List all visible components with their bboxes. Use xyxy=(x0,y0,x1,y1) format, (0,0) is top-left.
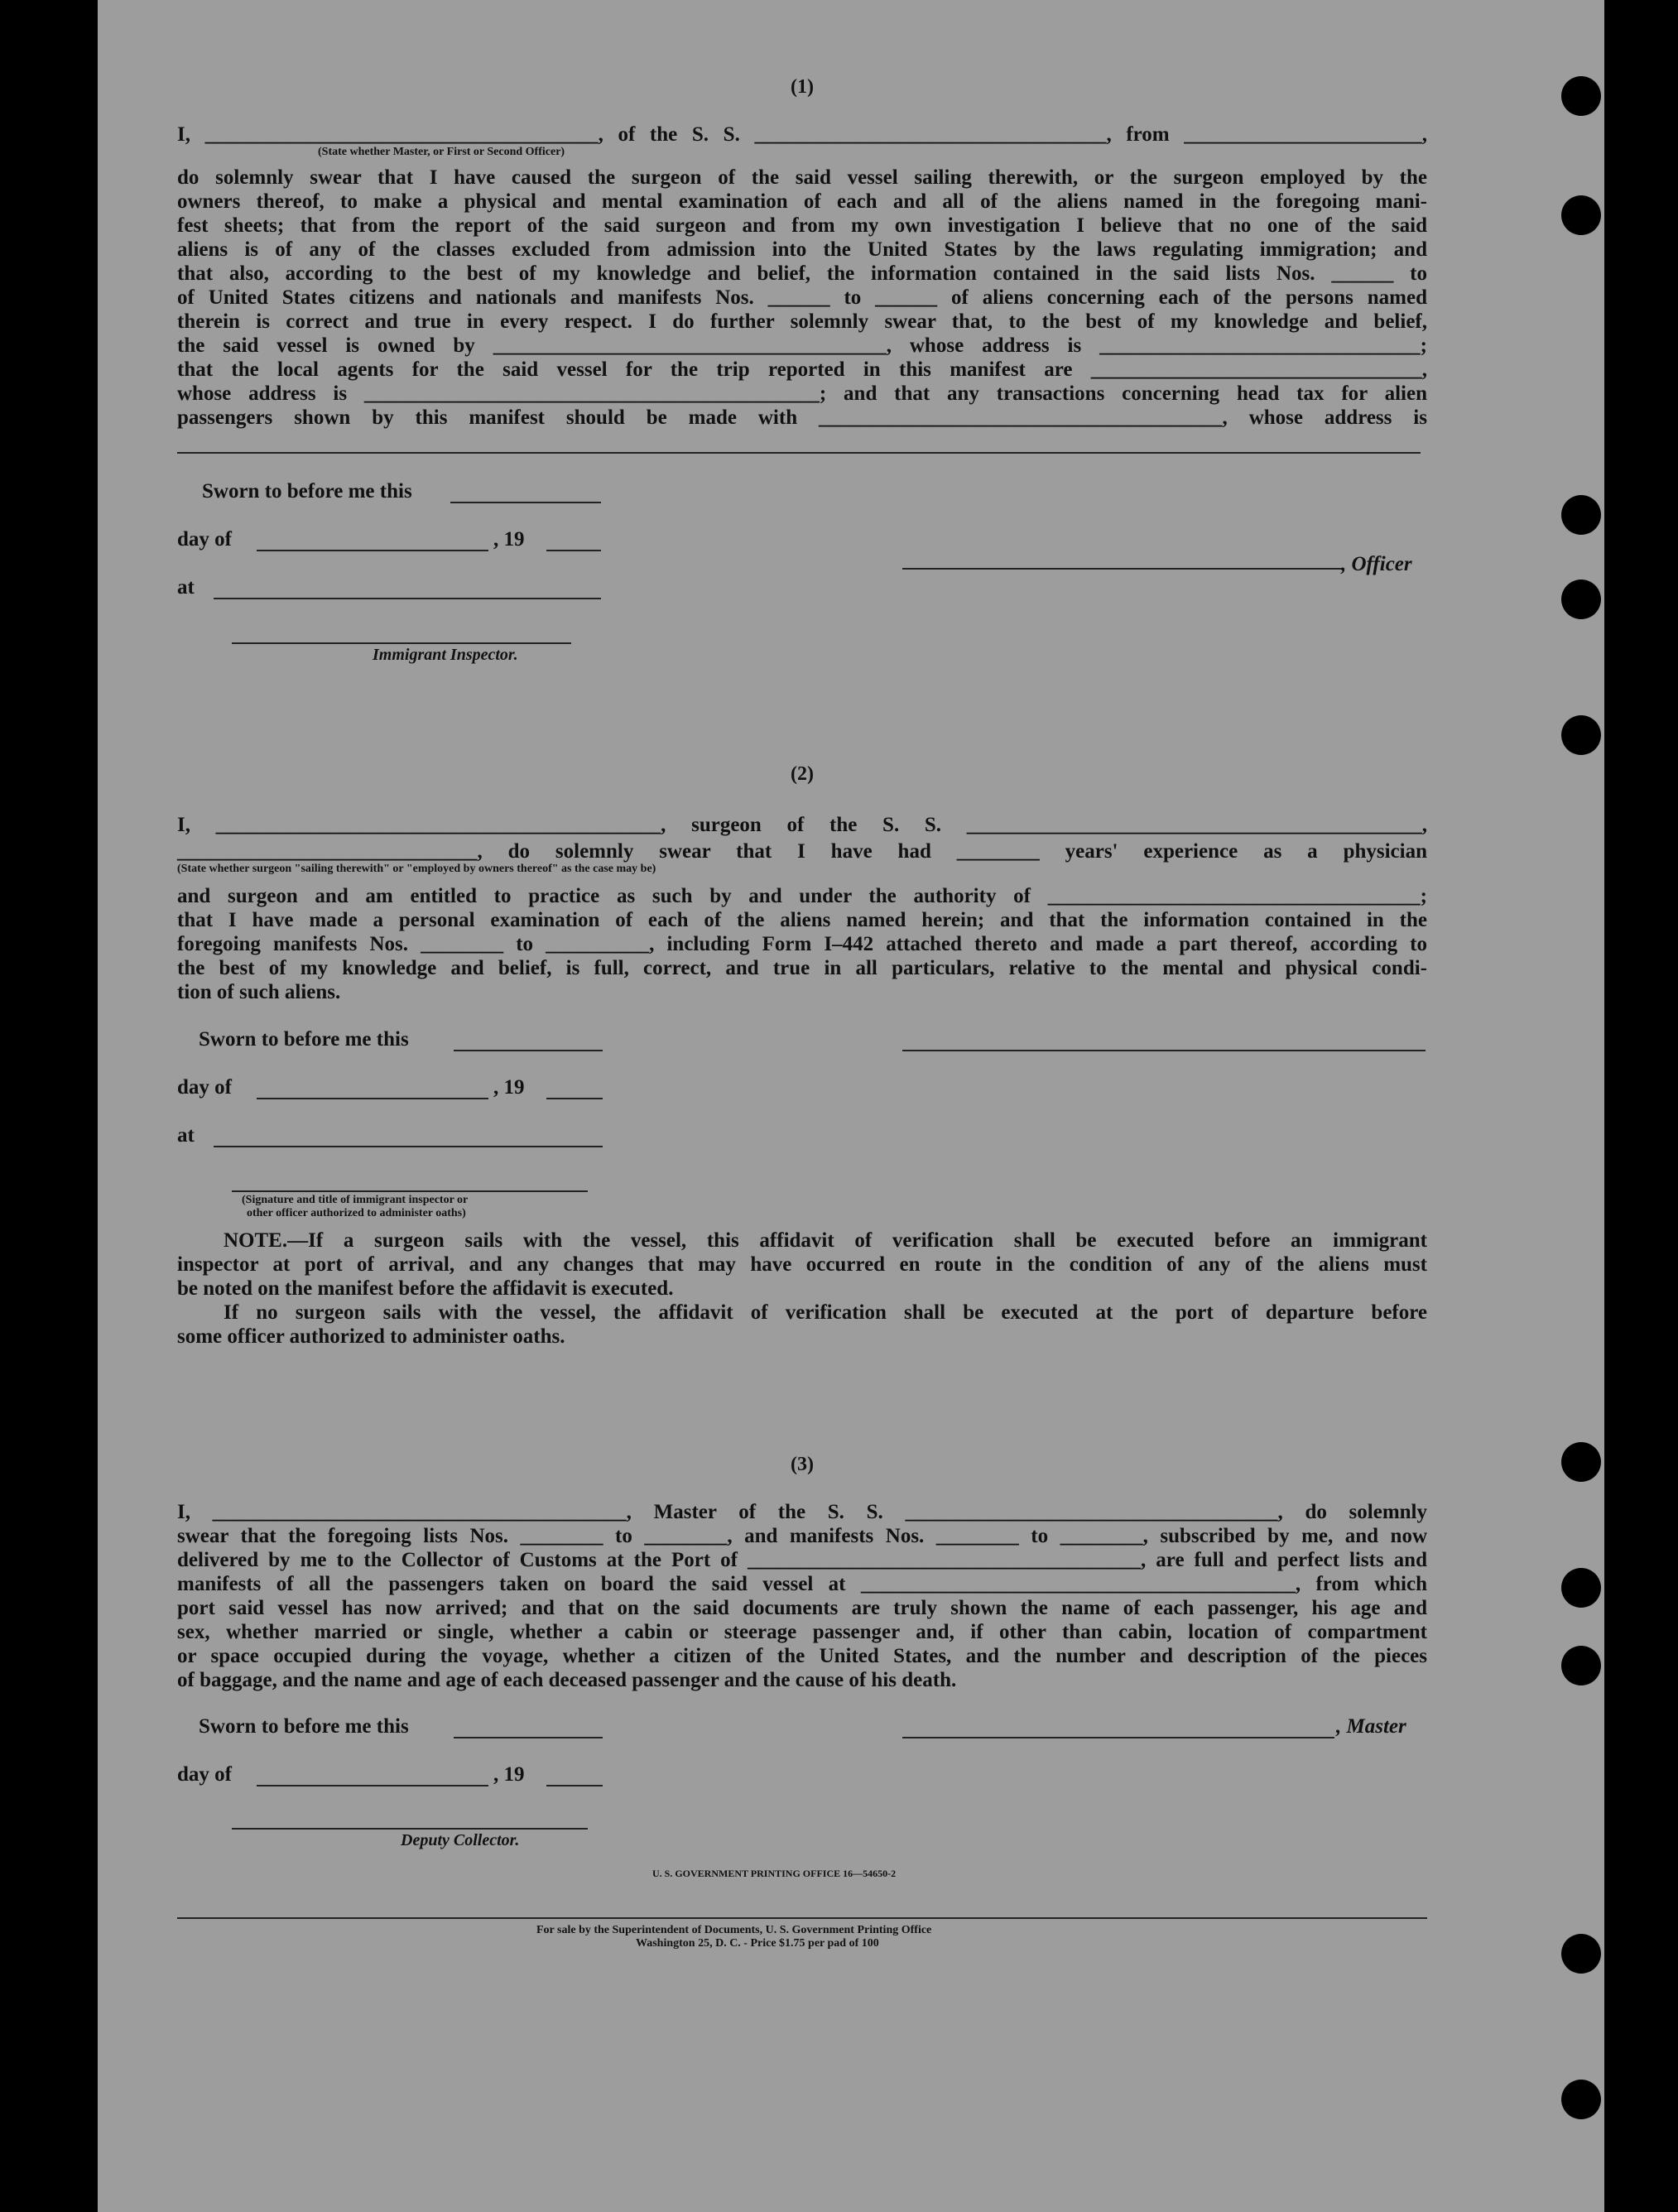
year-label: , 19 xyxy=(493,528,525,551)
oath-line: that I have made a personal examination of each of the aliens named herein; and that the information contained in the xyxy=(177,909,1427,931)
oath-line: manifests of all the passengers taken on board the said vessel at __________________________________________, from which xyxy=(177,1573,1427,1595)
oath-line: I, ________________________________________, Master of the S. S. ____________________________________, do solemnly xyxy=(177,1501,1427,1523)
day-of-label: day of xyxy=(177,1763,232,1786)
oath-line: whose address is ____________________________________________; and that any transactions concerning head tax for alien xyxy=(177,382,1427,405)
deputy-signature-line[interactable] xyxy=(232,1828,588,1830)
oath-line: passengers shown by this manifest should be made with _______________________________________, whose address is xyxy=(177,406,1427,429)
punch-hole xyxy=(1561,2080,1601,2119)
manifest-page xyxy=(98,0,1604,2212)
oath-line: owners thereof, to make a physical and mental examination of each and all of the aliens named in the foregoing mani- xyxy=(177,190,1427,213)
note-line: NOTE.—If a surgeon sails with the vessel, this affidavit of verification shall be executed before an immigrant xyxy=(224,1229,1427,1252)
inspector-label: Immigrant Inspector. xyxy=(373,646,518,664)
oath-line: therein is correct and true in every respect. I do further solemnly swear that, to the best of my knowledge and belief, xyxy=(177,310,1427,333)
oath-line: I, ___________________________________________, surgeon of the S. S. ____________________________________________, xyxy=(177,814,1427,836)
master-label: , Master xyxy=(1336,1715,1406,1738)
oath-line: _____________________________, do solemnly swear that I have had ________ years' experience as a physician xyxy=(177,840,1427,863)
oath-line: do solemnly swear that I have caused the surgeon of the said vessel sailing therewith, or the surgeon employed by the xyxy=(177,166,1427,189)
year-label: , 19 xyxy=(493,1076,525,1099)
sworn-label: Sworn to before me this xyxy=(199,1715,409,1738)
master-signature-line[interactable] xyxy=(902,1737,1334,1738)
officer-note: (State whether Master, or First or Second Officer) xyxy=(318,146,565,158)
oath-line: delivered by me to the Collector of Customs at the Port of ______________________________________, are full and perfect lists and xyxy=(177,1549,1427,1571)
punch-hole xyxy=(1561,195,1601,235)
month-field[interactable] xyxy=(257,550,488,551)
officer-label: , Officer xyxy=(1341,553,1412,575)
year-field[interactable] xyxy=(546,550,601,551)
place-field[interactable] xyxy=(214,598,601,599)
year-label: , 19 xyxy=(493,1763,525,1786)
printing-office-imprint: U. S. GOVERNMENT PRINTING OFFICE 16—54650-2 xyxy=(652,1868,897,1879)
month-field[interactable] xyxy=(257,1785,488,1786)
deputy-label: Deputy Collector. xyxy=(401,1831,520,1849)
oath-line: fest sheets; that from the report of the said surgeon and from my own investigation I believe that no one of the said xyxy=(177,214,1427,237)
signature-note: other officer authorized to administer oaths) xyxy=(247,1207,466,1219)
oath-line: of United States citizens and nationals and manifests Nos. ______ to ______ of aliens concerning each of the persons named xyxy=(177,286,1427,309)
sworn-date-field[interactable] xyxy=(454,1050,603,1051)
punch-hole xyxy=(1561,1568,1601,1608)
oath-line: the best of my knowledge and belief, is full, correct, and true in all particulars, relative to the mental and physical condi- xyxy=(177,957,1427,979)
place-field[interactable] xyxy=(214,1146,603,1147)
punch-hole xyxy=(1561,579,1601,619)
sworn-date-field[interactable] xyxy=(454,1737,603,1738)
inspector-signature-line[interactable] xyxy=(232,1190,588,1192)
blank-line[interactable] xyxy=(177,452,1421,454)
surgeon-note: (State whether surgeon "sailing therewith" or "employed by owners thereof" as the case may be) xyxy=(177,863,656,875)
section-2 xyxy=(177,763,1427,1359)
section-3 xyxy=(177,1454,1427,1868)
punch-hole xyxy=(1561,715,1601,755)
section-number: (3) xyxy=(791,1454,814,1475)
sworn-date-field[interactable] xyxy=(450,502,601,503)
at-label: at xyxy=(177,1124,195,1147)
sworn-label: Sworn to before me this xyxy=(202,480,412,503)
officer-signature-line[interactable] xyxy=(902,568,1341,570)
punch-hole xyxy=(1561,1934,1601,1974)
section-1 xyxy=(177,73,1427,677)
year-field[interactable] xyxy=(546,1785,603,1786)
oath-line: and surgeon and am entitled to practice as such by and under the authority of ____________________________________; xyxy=(177,885,1427,907)
oath-line: tion of such aliens. xyxy=(177,981,341,1003)
oath-line: aliens is of any of the classes excluded from admission into the United States by the laws regulating immigration; and xyxy=(177,238,1427,261)
month-field[interactable] xyxy=(257,1098,488,1099)
punch-hole xyxy=(1561,495,1601,535)
sale-notice: Washington 25, D. C. - Price $1.75 per pad of 100 xyxy=(636,1937,879,1950)
note-line: If no surgeon sails with the vessel, the affidavit of verification shall be executed at the port of departure before xyxy=(224,1301,1427,1324)
section-number: (1) xyxy=(791,76,814,98)
punch-hole xyxy=(1561,1442,1601,1482)
oath-line: foregoing manifests Nos. ________ to __________, including Form I–442 attached thereto and made a part thereof, according to xyxy=(177,933,1427,955)
note-line: be noted on the manifest before the affidavit is executed. xyxy=(177,1277,674,1300)
day-of-label: day of xyxy=(177,528,232,551)
at-label: at xyxy=(177,576,195,599)
oath-line: or space occupied during the voyage, whether a citizen of the United States, and the number and description of the pieces xyxy=(177,1645,1427,1667)
oath-line: the said vessel is owned by ______________________________________, whose address is _______________________________; xyxy=(177,334,1427,357)
oath-line: swear that the foregoing lists Nos. ________ to ________, and manifests Nos. ________ to ________, subscribed by me, and now xyxy=(177,1525,1427,1547)
oath-line: of baggage, and the name and age of each deceased passenger and the cause of his death. xyxy=(177,1669,957,1691)
oath-line: port said vessel has now arrived; and that on the said documents are truly shown the name of each passenger, his age and xyxy=(177,1597,1427,1619)
note-line: inspector at port of arrival, and any changes that may have occurred en route in the condition of any of the aliens must xyxy=(177,1253,1427,1276)
footer-rule xyxy=(177,1917,1427,1919)
surgeon-signature-line[interactable] xyxy=(902,1050,1426,1051)
inspector-signature-line[interactable] xyxy=(232,642,571,644)
oath-line: sex, whether married or single, whether a cabin or steerage passenger and, if other than cabin, location of compartment xyxy=(177,1621,1427,1643)
section-number: (2) xyxy=(791,763,814,785)
year-field[interactable] xyxy=(546,1098,603,1099)
note-line: some officer authorized to administer oaths. xyxy=(177,1325,565,1348)
oath-line: that the local agents for the said vessel for the trip reported in this manifest are ________________________________, xyxy=(177,358,1427,381)
punch-hole xyxy=(1561,1646,1601,1685)
punch-hole xyxy=(1561,76,1601,116)
day-of-label: day of xyxy=(177,1076,232,1099)
signature-note: (Signature and title of immigrant inspector or xyxy=(242,1194,469,1206)
sworn-label: Sworn to before me this xyxy=(199,1028,409,1051)
sale-notice: For sale by the Superintendent of Documents, U. S. Government Printing Office xyxy=(536,1924,932,1936)
oath-line: that also, according to the best of my knowledge and belief, the information contained in the said lists Nos. ______ to xyxy=(177,262,1427,285)
oath-line: I, ______________________________________, of the S. S. __________________________________, from _______________________, xyxy=(177,123,1427,146)
